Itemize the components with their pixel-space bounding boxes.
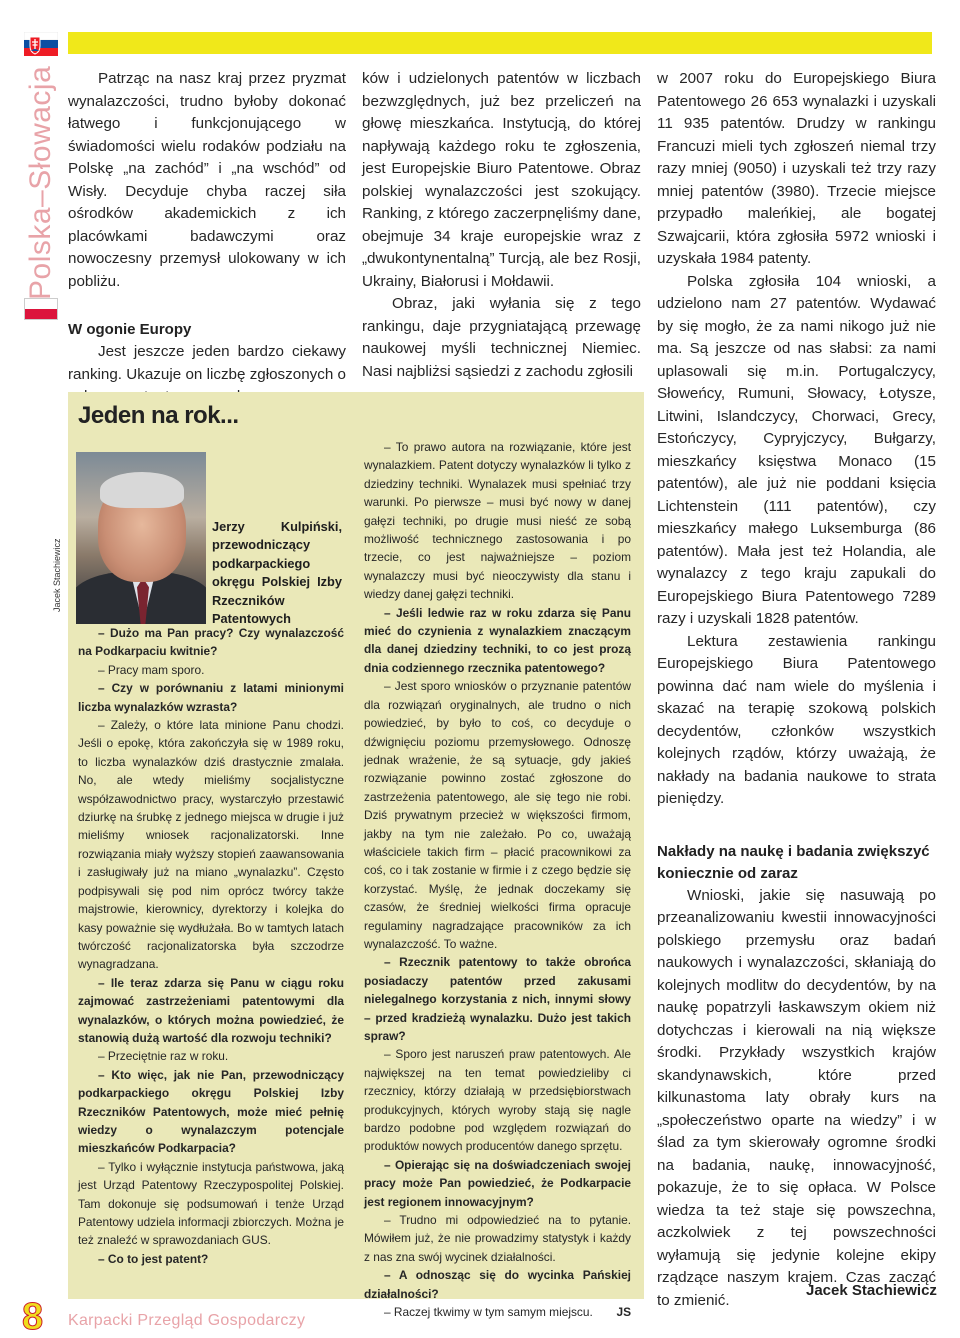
- article-paragraph: w 2007 roku do Europejskiego Biura Patentowego 26 653 wynalazki i uzyskali 11 935 patentów. Drudzy w rankingu Francuzi mieli tych zgłoszeń niemal trzy razy mniej (9050) i uzyskali też trzy razy mniej patentów (3980). Trzecie miejsce przypadło maleńkiej, ale bogatej Szwajcarii, która zgłosiła 5972 wnioski i uzyskała 1984 patenty.: [657, 70, 936, 267]
- article-paragraph: Wnioski, jakie się nasuwają po przeanalizowaniu kwestii innowacyjności polskiego przemysłu oraz badań naukowych i wynalazczości, skłaniają do kolejnych modlitw do decydentów, by na naukę popatrzyli łaskawszym okiem niż dotychczas i kierowali na nią większe środki. Przykłady wszystkich krajów skandynawskich, które przed kilkunastoma laty obrały kurs na „społeczeństwo oparte na wiedzy” i w ślad za tym skierowały ogromne środki na badania, naukę, innowacyjność, pokazuje, że to się opłaca. W Polsce wiedza ta też staje się powszechna, aczkolwiek z tej powszechności wyłamują się jedynie kolejne ekipy rządzące naszym krajem. Czas zacząć to zmienić.: [657, 886, 936, 1309]
- interview-question: – Rzecznik patentowy to także obrońca posiadaczy patentów przed zakusami nielegalnego korzystania z nich, innymi słowy – przed kradzieżą wynalazku. Dużo jest takich spraw?: [364, 955, 631, 1043]
- interview-answer: – Tylko i wyłącznie instytucja państwowa, jaką jest Urząd Patentowy Rzeczypospolitej Polskiej. Tam dokonuje się podsumowań i tenże Urząd Patentowy udziela informacji zbiorczych. Można je też znaleźć w sprawozdaniach GUS.: [78, 1159, 344, 1248]
- article-paragraph: ków i udzielonych patentów w liczbach bezwzględnych, już bez przeliczeń na głowę mieszkańca. Instytucją, do której napływają każdego roku te zgłoszenia, jest Europejskie Biuro Patentowe. Obraz polskiej wynalazczości jest szokujący. Ranking, z którego zaczerpnęliśmy dane, obejmuje 34 kraje europejskie wraz z „dwukontynentalną” Turcją, ale bez Rosji, Ukrainy, Białorusi i Mołdawii.: [362, 70, 641, 290]
- interview-signature: JS: [616, 1305, 631, 1320]
- interview-question: – Kto więc, jak nie Pan, przewodniczący podkarpackiego okręgu Polskiej Izby Rzeczników Patentowych, może mieć pełnię wiedzy o wynalazczym potencjale mieszkańców Podkarpacia?: [78, 1067, 344, 1156]
- article-paragraph: Lektura zestawienia rankingu Europejskiego Biura Patentowego powinna dać nam wiele do myślenia i skazać na terapię szokową polskich decydentów, członków wszystkich kolejnych rządów, którzy uważają, że nakłady na badania naukowe to strata pieniędzy.: [657, 632, 936, 807]
- interview-answer: – Pracy mam sporo.: [98, 662, 205, 677]
- interview-answer: – To prawo autora na rozwiązanie, które jest wynalazkiem. Patent dotyczy wynalazków li tylko z dziedziny techniki. Wynalazek musi spełniać trzy warunki. Po pierwsze – musi być nowy w danej gałęzi techniki, po drugie musi nieść ze sobą możliwość technicznego zastosowania i po trzecie, co jest najważniejsze – poziom wynalazczy musi być nieoczywisty dla stanu i wiedzy danej gałęzi techniki.: [364, 440, 631, 602]
- subheading-europe: W ogonie Europy: [68, 321, 192, 338]
- portrait-photo: [76, 452, 206, 624]
- interview-question: – Ile teraz zdarza się Panu w ciągu roku zajmować zastrzeżeniami patentowymi dla wynalazków, o których można powiedzieć, że stanowią dużą wartość dla rozwoju techniki?: [78, 975, 344, 1045]
- last-answer-text: – Raczej tkwimy w tym samym miejscu.: [384, 1305, 593, 1320]
- article-paragraph: Jest jeszcze jeden bardzo ciekawy ranking. Ukazuje on liczbę zgłoszonych o: [68, 343, 346, 383]
- magazine-name: Karpacki Przegląd Gospodarczy: [68, 1312, 306, 1329]
- interview-last-answer: [364, 1303, 631, 1321]
- top-accent-bar: [68, 32, 932, 54]
- interview-question: – Dużo ma Pan pracy? Czy wynalazczość na Podkarpaciu kwitnie?: [78, 626, 344, 659]
- interview-answer: – Trudno mi odpowiedzieć na to pytanie. Mówiłem już, że nie prowadzimy statystyk i każdy z nas zna swój wycinek działalności.: [364, 1213, 631, 1264]
- article-paragraph: Obraz, jaki wyłania się z tego rankingu, daje przygniatającą przewagę naukowej myśli technicznej Niemiec. Nasi najbliżsi sąsiedzi z zachodu zgłosili: [362, 295, 641, 380]
- interview-answer: – Zależy, o które lata minione Panu chodzi. Jeśli o epokę, która zakończyła się w 1989 roku, to liczba wynalazków dziś drastycznie zmalała. No, ale wtedy mieliśmy socjalistyczne współzawodnictwo pracy, wystarczyło przestawić dziurkę na śrubkę z jednego miejsca w drugie i już mieliśmy wniosek racjonalizatorski. Inne rozwiązania miały wyższy stopień zaawansowania i zasługiwały już na miano „wynalazku”. Często podpisywali się pod nim oprócz twórcy także majstrowie, kierownicy, dyrektorzy i kolejka do kasy poważnie się wydłużała. Bo w tamtych latach twórczość racjonalizatorska była szczodrze wynagradzana.: [78, 718, 344, 972]
- page-number: 8: [22, 1296, 44, 1338]
- section-title: Polska–Słowacja: [24, 65, 57, 300]
- interview-question: – Opierając się na doświadczeniach swojej pracy może Pan powiedzieć, że Podkarpacie jest regionem innowacyjnym?: [364, 1157, 631, 1209]
- interview-answer: – Przeciętnie raz w roku.: [98, 1049, 229, 1064]
- photo-caption: Jerzy Kulpiński, przewodniczący podkarpackiego okręgu Polskiej Izby Rzeczników Patentowych: [212, 519, 342, 627]
- interview-question: – Czy w porównaniu z latami minionymi liczba wynalazków wzrasta?: [78, 681, 344, 714]
- article-column-1: [68, 68, 346, 409]
- poland-flag-icon: [24, 298, 58, 320]
- sidebar: [0, 0, 62, 1338]
- photo-credit: Jacek Stachiewicz: [52, 538, 62, 612]
- interview-title: Jeden na rok...: [78, 402, 239, 429]
- article-column-3: [657, 68, 936, 1312]
- article-paragraph: Polska zgłosiła 104 wnioski, a udzielono nam 27 patentów. Wydawać by się mogło, że za nami nikogo już nie ma. Są jeszcze od nas słabsi: za nami uplasowali się m.in. Portugalczycy, Słoweńcy, Rumuni, Słowacy, Łotysze, Litwini, Islandczycy, Chorwaci, Grecy, Estończycy, Cypryjczycy, Bułgarzy, mieszkańcy księstwa Monaco (15 patentów), ale już nie poddani księcia Lichtenstein (111 patentów), czy mieszkańcy małego Luksemburga (86 patentów). Mała jest też Holandia, ale wynalazcy z tego kraju zapukali do Europejskiego Biura Patentowego 7289 razy i uzyskali 1828 patentów.: [657, 272, 936, 627]
- interview-question: – A odnosząc się do wycinka Pańskiej działalności?: [364, 1268, 631, 1301]
- interview-answer: – Jest sporo wniosków o przyznanie patentów dla rozwiązań oryginalnych, ale trudno o nich powiedzieć, by było to coś, co decyduje o dźwignięciu poziomu przemysłowego. Odnoszę jednak wrażenie, że są sytuacje, gdy jakieś rozwiązanie powinno zostać zgłoszone do zastrzeżenia patentowego, ale się tego nie robi. Dziś prywatnym przecież w większości firmom, jakby na tym nie zależało. Po co, uważają właściciele takich firm – płacić pracownikowi za coś, co i tak zostanie w firmie i z czego będzie się korzystać. Myślę, że jednak doczekamy się czasów, że średniej wielkości firma opracuje regulaminy nagradzające pracowników za ich wynalazczość. To ważne.: [364, 679, 631, 951]
- interview-answer: – Sporo jest naruszeń praw patentowych. Ale największej na ten temat powiedzieliby ci rzecznicy, którzy działają w przedsiębiorstwach produkcyjnych, których wyroby stają się nagle bardzo podobne pod względem rozwiązań do produktów nowych producentów danego sprzętu.: [364, 1047, 631, 1154]
- interview-question: – Jeśli ledwie raz w roku zdarza się Panu mieć do czynienia z wynalazkiem znaczącym dla danej dziedziny techniki, to co jest prozą dnia codziennego rzecznika patentowego?: [364, 605, 631, 675]
- article-paragraph: Patrząc na nasz kraj przez pryzmat wynalazczości, trudno byłoby dokonać łatwego i funkcjonującego w świadomości wielu rodaków podziału na Polskę „na zachód” i „na wschód” od Wisły. Decyduje chyba raczej siła ośrodków akademickich z ich placówkami badawczymi oraz nowoczesny przemysł ulokowany w ich pobliżu.: [68, 70, 346, 290]
- interview-question: – Co to jest patent?: [98, 1251, 209, 1266]
- article-column-2: [362, 68, 641, 383]
- interview-column-2: [364, 438, 631, 1322]
- subheading-funding: Nakłady na naukę i badania zwiększyć koniecznie od zaraz: [657, 842, 930, 882]
- author-signature: Jacek Stachiewicz: [806, 1282, 937, 1299]
- interview-column-1: [78, 624, 344, 1268]
